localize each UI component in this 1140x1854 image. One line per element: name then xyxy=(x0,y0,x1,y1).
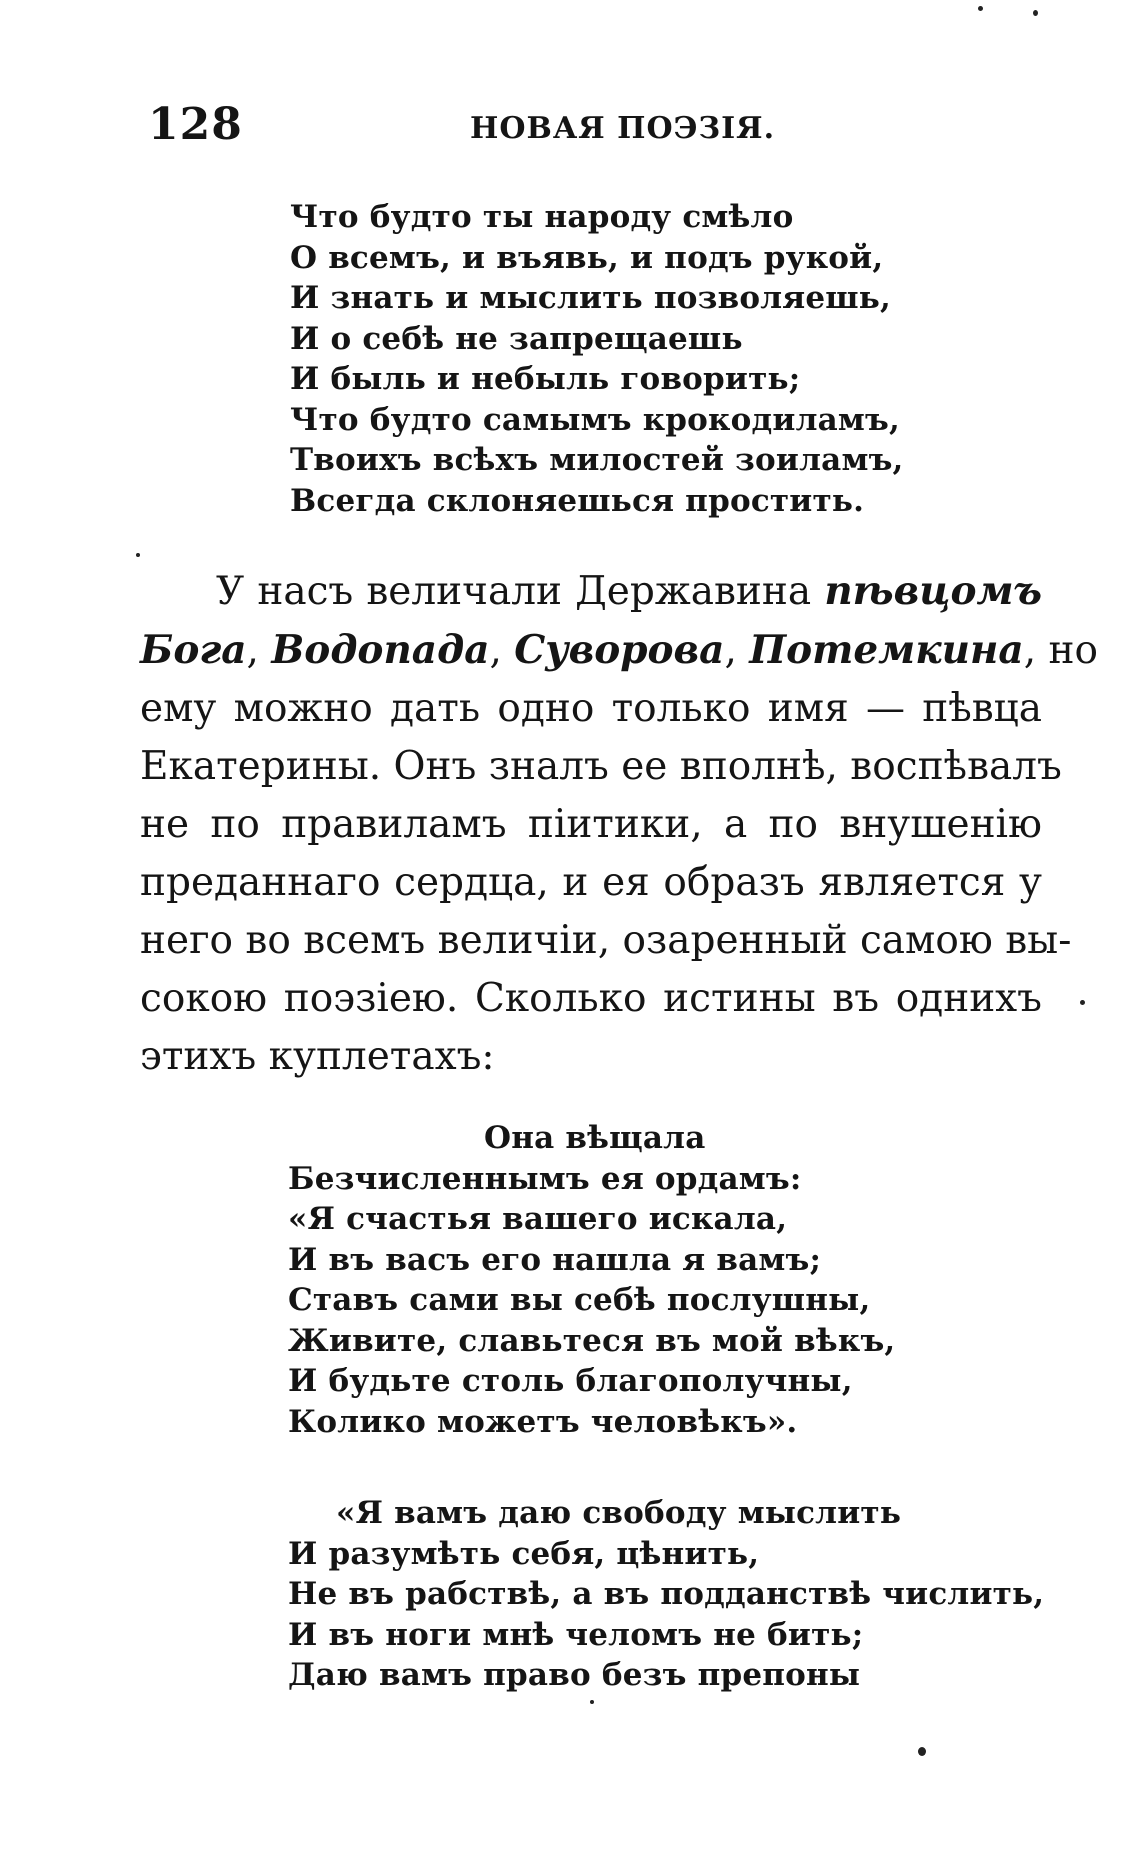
prose-text: , xyxy=(489,628,515,673)
ink-speck xyxy=(918,1747,926,1756)
verse-line: И въ васъ его нашла я вамъ; xyxy=(288,1241,822,1278)
prose-italic: пѣвцомъ xyxy=(824,568,1042,614)
prose-paragraph xyxy=(140,562,1098,1086)
prose-text: У насъ величали Державина xyxy=(216,569,825,614)
prose-line: этихъ куплетахъ: xyxy=(140,1034,495,1079)
prose-line xyxy=(140,621,1098,680)
verse-line: Живите, славьтеся въ мой вѣкъ, xyxy=(288,1322,896,1359)
page-number: 128 xyxy=(148,99,243,150)
page-header xyxy=(140,95,1040,155)
verse-line: О всемъ, и въявь, и подъ рукой, xyxy=(290,239,884,276)
verse-line: И въ ноги мнѣ челомъ не бить; xyxy=(288,1616,864,1653)
prose-line: преданнаго сердца, и ея образъ является у xyxy=(140,860,1042,905)
prose-line xyxy=(140,562,1042,621)
ink-speck xyxy=(136,553,140,557)
prose-line: не по правиламъ піитики, а по внушенію xyxy=(140,802,1042,847)
ink-speck xyxy=(1080,1000,1085,1005)
prose-line: Екатерины. Онъ зналъ ее вполнѣ, воспѣвалъ xyxy=(140,744,1062,789)
prose-line: ему можно дать одно только имя — пѣвца xyxy=(140,686,1042,731)
verse-line: «Я вамъ даю свободу мыслить xyxy=(336,1495,902,1531)
verse-line: И будьте столь благополучны, xyxy=(288,1363,853,1399)
verse-line: Ставъ сами вы себѣ послушны, xyxy=(288,1282,871,1318)
verse-line: Она вѣщала xyxy=(484,1120,706,1156)
verse-line: И о себѣ не запрещаешь xyxy=(290,320,743,357)
prose-italic: Потемкина xyxy=(749,627,1024,673)
verse-block-top xyxy=(290,197,904,521)
verse-line: И разумѣть себя, цѣнить, xyxy=(288,1535,760,1572)
prose-text: , xyxy=(724,628,750,673)
verse-line: И знать и мыслить позволяешь, xyxy=(290,280,892,316)
verse-line: Колико можетъ человѣкъ». xyxy=(288,1403,798,1440)
verse-line: Что будто самымъ крокодиламъ, xyxy=(290,401,901,438)
verse-line: Не въ рабствѣ, а въ подданствѣ числить, xyxy=(288,1576,1045,1612)
verse-block-middle xyxy=(288,1118,895,1442)
verse-line: Безчисленнымъ ея ордамъ: xyxy=(288,1160,802,1197)
verse-line: Даю вамъ право безъ препоны xyxy=(288,1657,861,1693)
verse-line: Твоихъ всѣхъ милостей зоиламъ, xyxy=(290,442,904,478)
verse-line: Всегда склоняешься простить. xyxy=(290,482,865,519)
prose-italic: Суворова xyxy=(514,627,725,673)
prose-text: , xyxy=(246,628,272,673)
prose-text: , но xyxy=(1023,628,1098,673)
prose-italic: Водопада xyxy=(271,627,490,673)
ink-speck xyxy=(590,1700,594,1704)
ink-speck xyxy=(978,6,983,11)
verse-line: И быль и небыль говорить; xyxy=(290,361,801,397)
running-head: НОВАЯ ПОЭЗІЯ. xyxy=(470,111,776,146)
prose-line: него во всемъ величіи, озаренный самою вы- xyxy=(140,918,1072,963)
verse-line: «Я счастья вашего искала, xyxy=(288,1201,788,1237)
ink-speck xyxy=(1033,10,1038,16)
verse-block-bottom xyxy=(288,1493,1044,1696)
verse-line: Что будто ты народу смѣло xyxy=(290,199,794,235)
prose-line: сокою поэзіею. Сколько истины въ однихъ xyxy=(140,976,1042,1021)
prose-italic: Бога xyxy=(140,627,247,673)
